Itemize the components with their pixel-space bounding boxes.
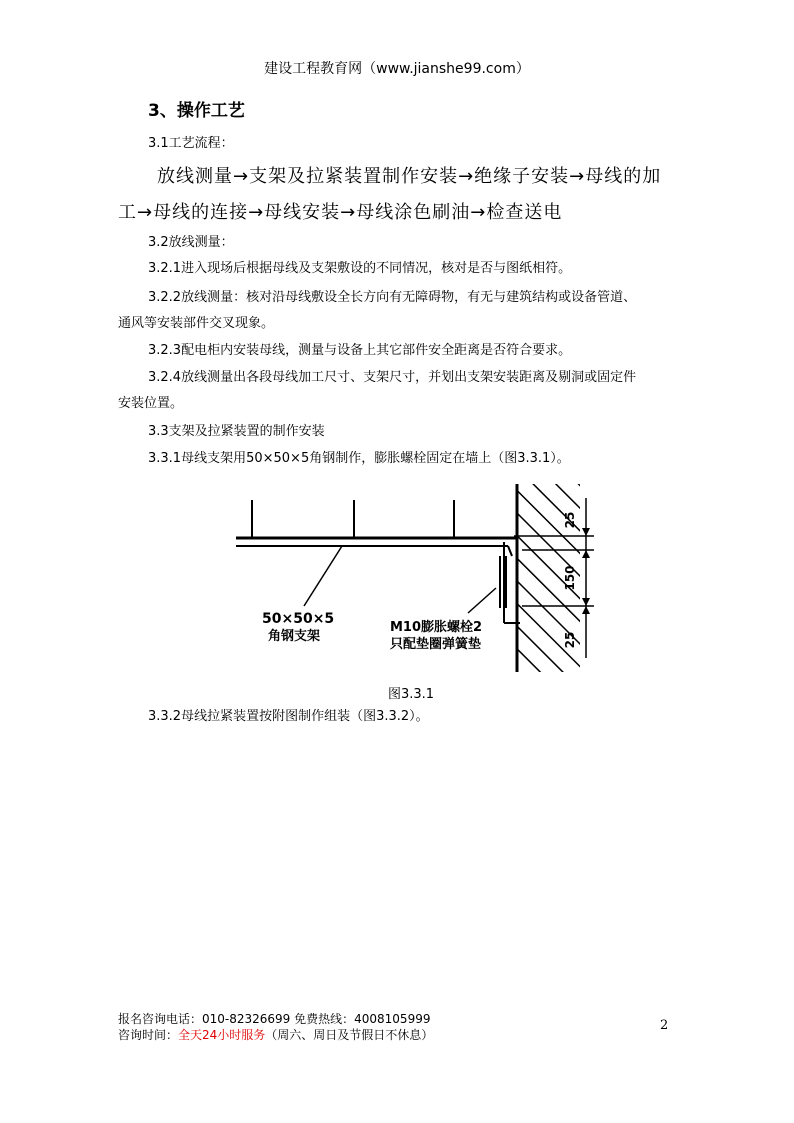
s32-label: 3.2放线测量： bbox=[148, 235, 234, 250]
dimension-arrow-1 bbox=[582, 528, 590, 536]
figure-caption: 图3.3.1 bbox=[388, 687, 435, 702]
angle-name-label: 角钢支架 bbox=[268, 629, 321, 644]
dimension-arrow-4 bbox=[582, 606, 590, 614]
s33-p2: 3.3.2母线拉紧装置按附图制作组装（图3.3.2）。 bbox=[148, 709, 429, 724]
s32-p2-line2: 通风等安装部件交叉现象。 bbox=[118, 316, 275, 331]
s33-p1: 3.3.1母线支架用50×50×5角钢制作，膨胀螺栓固定在墙上（图3.3.1）。 bbox=[148, 451, 570, 466]
flow-line-2: 工→母线的连接→母线安装→母线涂色刷油→检查送电 bbox=[118, 202, 563, 223]
page-header: 建设工程教育网（www.jianshe99.com） bbox=[264, 61, 530, 77]
dimension-arrow-2 bbox=[582, 550, 590, 558]
footer-hours-label: 咨询时间： bbox=[118, 1028, 179, 1042]
footer-hours bbox=[118, 1028, 433, 1043]
footer-hours-highlight: 全天24小时服务 bbox=[178, 1028, 266, 1042]
bolt-label-line1: M10膨胀螺栓2 bbox=[390, 620, 483, 635]
dimension-arrow-3 bbox=[582, 598, 590, 606]
s32-p3: 3.2.3配电柜内安装母线，测量与设备上其它部件安全距离是否符合要求。 bbox=[148, 343, 572, 358]
dim-bottom-label: 25 bbox=[563, 631, 577, 649]
angle-bend bbox=[508, 546, 512, 556]
s32-p2-line1: 3.2.2放线测量：核对沿母线敷设全长方向有无障碍物，有无与建筑结构或设备管道、 bbox=[148, 290, 637, 305]
bolt-label-line2: 只配垫圈弹簧垫 bbox=[390, 637, 482, 652]
dim-top-label: 25 bbox=[563, 511, 577, 529]
bracket-diagram bbox=[232, 478, 602, 674]
s32-p4-line1: 3.2.4放线测量出各段母线加工尺寸、支架尺寸，并划出支架安装距离及剔洞或固定件 bbox=[148, 370, 637, 385]
bolt-leader bbox=[468, 588, 496, 613]
angle-leader bbox=[304, 546, 342, 606]
s32-p4-line2: 安装位置。 bbox=[118, 396, 184, 411]
page-number: 2 bbox=[660, 1018, 669, 1033]
footer-phone: 报名咨询电话：010-82326699 免费热线：4008105999 bbox=[118, 1012, 431, 1026]
section-heading: 3、操作工艺 bbox=[148, 101, 245, 121]
s33-label: 3.3支架及拉紧装置的制作安装 bbox=[148, 424, 325, 439]
s31-label: 3.1工艺流程： bbox=[148, 136, 234, 151]
angle-size-label: 50×50×5 bbox=[262, 611, 335, 627]
flow-line-1: 放线测量→支架及拉紧装置制作安装→绝缘子安装→母线的加 bbox=[157, 166, 662, 187]
footer-hours-note: （周六、周日及节假日不休息） bbox=[265, 1028, 434, 1042]
s32-p1: 3.2.1进入现场后根据母线及支架敷设的不同情况，核对是否与图纸相符。 bbox=[148, 261, 572, 276]
dim-mid-label: 150 bbox=[563, 565, 577, 591]
